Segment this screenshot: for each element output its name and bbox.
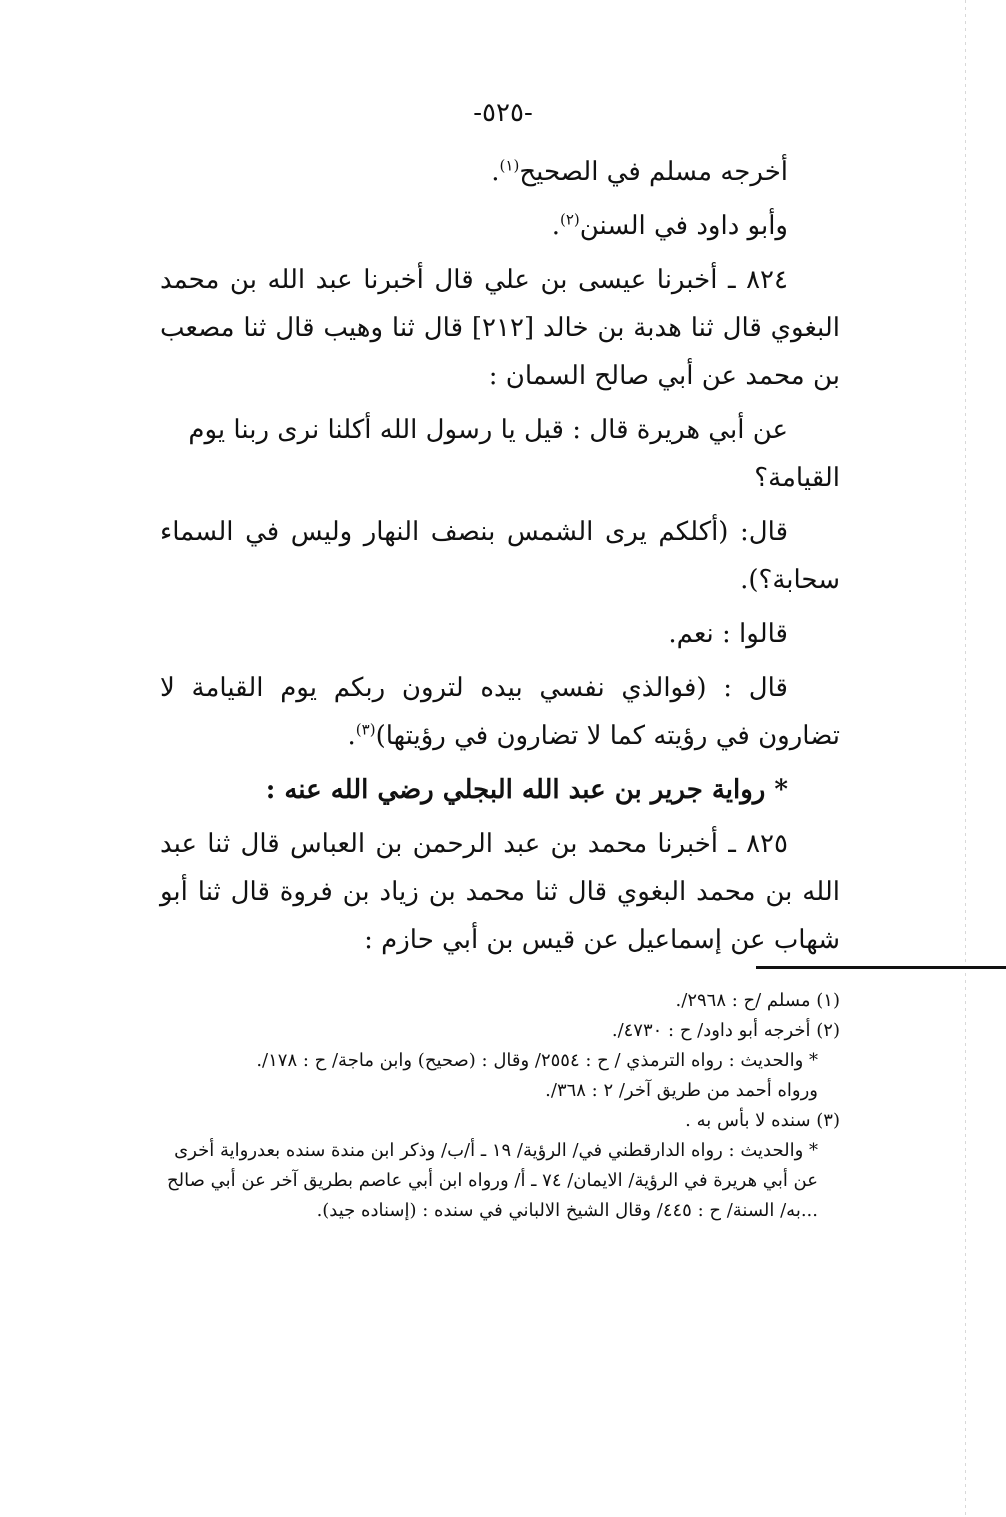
hadith-824-isnad: ٨٢٤ ـ أخبرنا عيسى بن علي قال أخبرنا عبد الله بن محمد البغوي قال ثنا هدبة بن خالد [٢١٢] قال ثنا وهيب قال ثنا مصعب بن محمد عن أبي صالح السمان : <box>160 265 840 391</box>
paragraph-2-end: . <box>551 211 560 241</box>
section-heading: * رواية جرير بن عبد الله البجلي رضي الله عنه : <box>265 775 788 805</box>
hadith-824-text-3: قالوا : نعم. <box>668 619 788 649</box>
paragraph-1 <box>160 148 840 196</box>
hadith-824-text-4-end: . <box>347 721 356 751</box>
page-number: -٥٢٥- <box>473 98 533 128</box>
paragraph-1-text: أخرجه مسلم في الصحيح <box>519 157 788 187</box>
footnote-ref-1: (١) <box>499 156 520 175</box>
hadith-825-isnad: ٨٢٥ ـ أخبرنا محمد بن عبد الرحمن بن العباس قال ثنا عبد الله بن محمد البغوي قال ثنا محمد بن زياد بن فروة قال ثنا أبو شهاب عن إسماعيل عن قيس بن أبي حازم : <box>160 829 840 955</box>
footnote-2-note-continued: ورواه أحمد من طريق آخر/ ٢ : ٣٦٨/. <box>545 1080 818 1101</box>
paragraph-2 <box>160 202 840 250</box>
hadith-824-text-4-body: قال : (فوالذي نفسي بيده لترون ربكم يوم القيامة لا تضارون في رؤيته كما لا تضارون في رؤيتها) <box>160 673 840 751</box>
footnote-2: (٢) أخرجه أبو داود/ ح : ٤٧٣٠/. <box>611 1020 840 1041</box>
footnote-ref-3: (٣) <box>355 720 376 739</box>
scan-margin-line <box>965 0 966 1517</box>
hadith-824-text-2: قال: (أكلكم يرى الشمس بنصف النهار وليس في السماء سحابة؟). <box>160 517 840 595</box>
footnotes <box>160 986 840 1226</box>
footnote-ref-2: (٢) <box>559 210 580 229</box>
hadith-824-text-4 <box>160 664 840 760</box>
paragraph-2-text: وأبو داود في السنن <box>579 211 788 241</box>
paragraph-1-end: . <box>491 157 500 187</box>
hadith-824-text-1: عن أبي هريرة قال : قيل يا رسول الله أكلنا نرى ربنا يوم القيامة؟ <box>188 415 840 493</box>
footnote-3: (٣) سنده لا بأس به . <box>685 1110 840 1131</box>
footnote-divider <box>756 966 1006 969</box>
main-text <box>160 148 840 970</box>
footnote-3-note: * والحديث : رواه الدارقطني في/ الرؤية/ ١٩ ـ أ/ب/ وذكر ابن مندة سنده بعدرواية أخرى عن أبي هريرة في الرؤية/ الايمان/ ٧٤ ـ أ/ ورواه ابن أبي عاصم بطريق آخر عن أبي صالح ...به/ السنة/ ح : ٤٤٥/ وقال الشيخ الالباني في سنده : (إسناده جيد). <box>167 1140 818 1221</box>
footnote-2-note: * والحديث : رواه الترمذي / ح : ٢٥٥٤/ وقال : (صحيح) وابن ماجة/ ح : ١٧٨/. <box>256 1050 818 1071</box>
footnote-1: (١) مسلم /ح : ٢٩٦٨/. <box>675 990 840 1011</box>
